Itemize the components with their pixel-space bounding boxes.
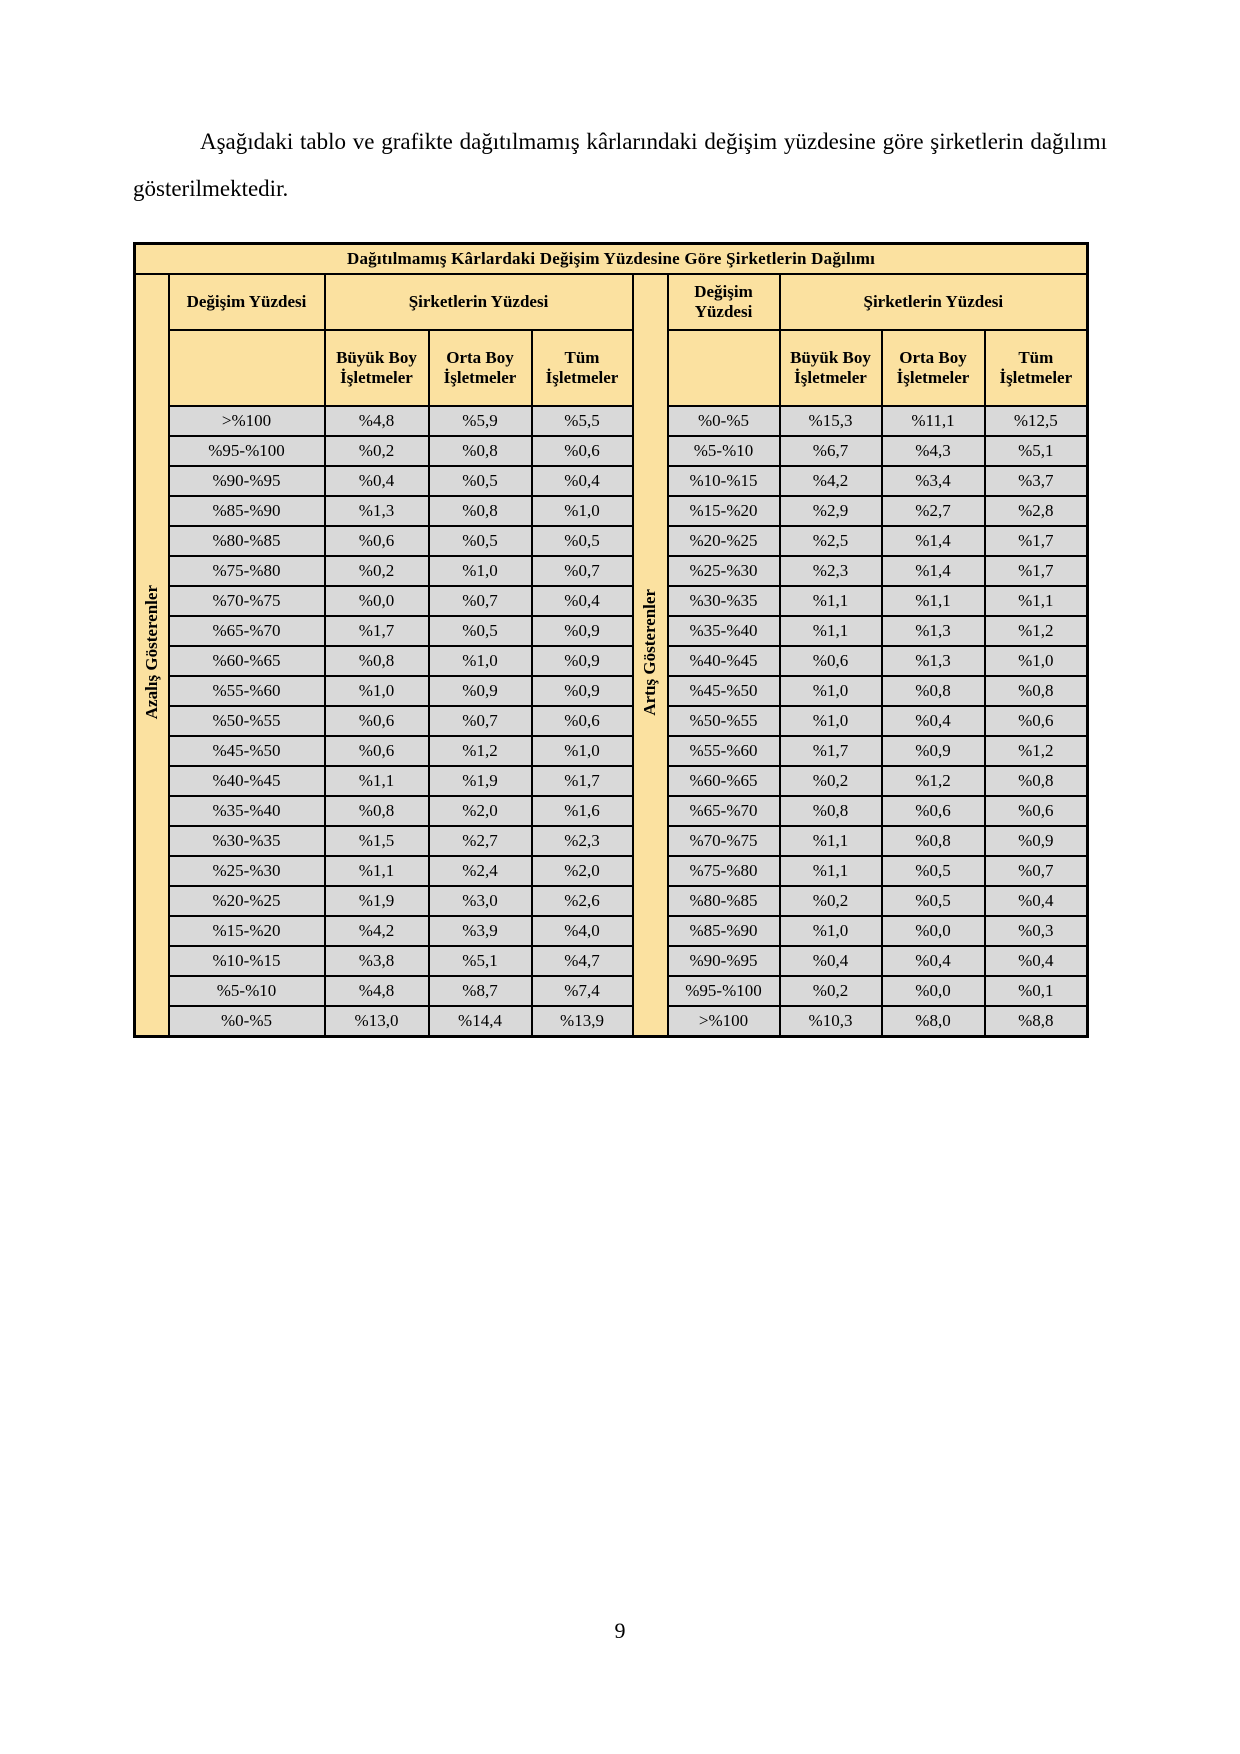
value-cell-all-left: %4,0	[532, 916, 633, 946]
value-cell-medium-right: %0,8	[882, 826, 985, 856]
table-data-row	[135, 616, 1088, 646]
value-cell-medium-left: %0,9	[429, 676, 532, 706]
value-cell-all-left: %0,9	[532, 616, 633, 646]
change-range-cell-right: %60-%65	[668, 766, 780, 796]
left-axis-label-cell	[135, 274, 169, 1036]
value-cell-all-left: %1,7	[532, 766, 633, 796]
value-cell-large-left: %0,8	[325, 646, 429, 676]
value-cell-all-left: %0,6	[532, 706, 633, 736]
table-data-row	[135, 526, 1088, 556]
value-cell-large-left: %1,5	[325, 826, 429, 856]
table-title: Dağıtılmamış Kârlardaki Değişim Yüzdesine Göre Şirketlerin Dağılımı	[135, 244, 1088, 275]
table-data-row	[135, 886, 1088, 916]
table-data-row	[135, 766, 1088, 796]
value-cell-all-left: %0,9	[532, 676, 633, 706]
change-range-cell-right: %5-%10	[668, 436, 780, 466]
value-cell-medium-right: %1,4	[882, 556, 985, 586]
change-range-cell-left: %55-%60	[169, 676, 325, 706]
value-cell-all-left: %7,4	[532, 976, 633, 1006]
value-cell-all-right: %0,8	[985, 766, 1088, 796]
value-cell-all-left: %1,0	[532, 736, 633, 766]
change-range-cell-right: %25-%30	[668, 556, 780, 586]
change-range-cell-right: %55-%60	[668, 736, 780, 766]
change-range-cell-left: %60-%65	[169, 646, 325, 676]
value-cell-all-right: %1,2	[985, 736, 1088, 766]
change-range-cell-left: %45-%50	[169, 736, 325, 766]
value-cell-medium-right: %3,4	[882, 466, 985, 496]
value-cell-all-right: %1,0	[985, 646, 1088, 676]
table-data-row	[135, 856, 1088, 886]
value-cell-large-right: %2,3	[780, 556, 882, 586]
value-cell-large-left: %0,4	[325, 466, 429, 496]
value-cell-medium-right: %0,4	[882, 706, 985, 736]
value-cell-large-left: %3,8	[325, 946, 429, 976]
col-header-change-pct-right: Değişim Yüzdesi	[668, 274, 780, 330]
col-header-all-right: Tüm İşletmeler	[985, 330, 1088, 406]
table-data-row	[135, 1006, 1088, 1036]
value-cell-large-right: %4,2	[780, 466, 882, 496]
value-cell-large-left: %1,7	[325, 616, 429, 646]
value-cell-large-right: %2,5	[780, 526, 882, 556]
value-cell-all-right: %2,8	[985, 496, 1088, 526]
value-cell-large-left: %1,0	[325, 676, 429, 706]
table-header-row-sizes	[135, 330, 1088, 406]
table-data-row	[135, 826, 1088, 856]
value-cell-all-left: %0,7	[532, 556, 633, 586]
value-cell-all-right: %3,7	[985, 466, 1088, 496]
value-cell-medium-right: %0,5	[882, 886, 985, 916]
change-range-cell-left: %20-%25	[169, 886, 325, 916]
change-range-cell-right: %40-%45	[668, 646, 780, 676]
value-cell-large-right: %1,1	[780, 586, 882, 616]
value-cell-large-left: %13,0	[325, 1006, 429, 1036]
value-cell-all-right: %0,6	[985, 796, 1088, 826]
value-cell-medium-right: %0,0	[882, 976, 985, 1006]
value-cell-medium-left: %5,9	[429, 406, 532, 436]
table-data-row	[135, 736, 1088, 766]
value-cell-all-left: %0,9	[532, 646, 633, 676]
value-cell-large-right: %1,7	[780, 736, 882, 766]
value-cell-medium-left: %8,7	[429, 976, 532, 1006]
value-cell-all-right: %1,7	[985, 556, 1088, 586]
value-cell-large-right: %0,4	[780, 946, 882, 976]
value-cell-all-left: %2,6	[532, 886, 633, 916]
value-cell-all-right: %0,4	[985, 946, 1088, 976]
value-cell-all-right: %0,7	[985, 856, 1088, 886]
value-cell-large-left: %0,6	[325, 736, 429, 766]
value-cell-large-left: %0,8	[325, 796, 429, 826]
col-header-all-left: Tüm İşletmeler	[532, 330, 633, 406]
value-cell-all-left: %0,5	[532, 526, 633, 556]
value-cell-large-right: %0,8	[780, 796, 882, 826]
value-cell-large-left: %4,8	[325, 976, 429, 1006]
change-range-cell-left: %30-%35	[169, 826, 325, 856]
change-range-cell-right: %80-%85	[668, 886, 780, 916]
value-cell-large-right: %10,3	[780, 1006, 882, 1036]
table-data-row	[135, 496, 1088, 526]
change-range-cell-right: %15-%20	[668, 496, 780, 526]
value-cell-all-left: %0,6	[532, 436, 633, 466]
value-cell-large-left: %0,0	[325, 586, 429, 616]
value-cell-all-right: %1,1	[985, 586, 1088, 616]
value-cell-large-left: %1,3	[325, 496, 429, 526]
table-data-row	[135, 946, 1088, 976]
change-range-cell-left: %40-%45	[169, 766, 325, 796]
table-data-row	[135, 676, 1088, 706]
value-cell-medium-right: %8,0	[882, 1006, 985, 1036]
value-cell-large-right: %1,1	[780, 826, 882, 856]
change-range-cell-left: %95-%100	[169, 436, 325, 466]
value-cell-large-right: %0,2	[780, 886, 882, 916]
distribution-table	[133, 242, 1089, 1038]
value-cell-medium-left: %0,8	[429, 496, 532, 526]
value-cell-large-right: %6,7	[780, 436, 882, 466]
col-header-change-pct-left: Değişim Yüzdesi	[169, 274, 325, 330]
value-cell-medium-right: %4,3	[882, 436, 985, 466]
value-cell-large-left: %1,1	[325, 856, 429, 886]
table-data-row	[135, 466, 1088, 496]
change-range-cell-left: >%100	[169, 406, 325, 436]
value-cell-medium-left: %0,5	[429, 526, 532, 556]
value-cell-all-right: %0,4	[985, 886, 1088, 916]
col-header-company-pct-left: Şirketlerin Yüzdesi	[325, 274, 633, 330]
change-range-cell-left: %75-%80	[169, 556, 325, 586]
table-data-row	[135, 436, 1088, 466]
value-cell-large-left: %0,6	[325, 706, 429, 736]
change-range-cell-left: %90-%95	[169, 466, 325, 496]
change-range-cell-right: %95-%100	[668, 976, 780, 1006]
value-cell-all-left: %2,3	[532, 826, 633, 856]
increase-group-label: Artış Gösterenler	[640, 588, 659, 716]
value-cell-medium-left: %0,5	[429, 466, 532, 496]
value-cell-all-left: %13,9	[532, 1006, 633, 1036]
value-cell-all-right: %12,5	[985, 406, 1088, 436]
value-cell-medium-right: %11,1	[882, 406, 985, 436]
change-range-cell-right: %45-%50	[668, 676, 780, 706]
change-range-cell-left: %25-%30	[169, 856, 325, 886]
table-data-row	[135, 976, 1088, 1006]
value-cell-large-right: %0,2	[780, 766, 882, 796]
change-range-cell-right: %50-%55	[668, 706, 780, 736]
value-cell-large-left: %0,2	[325, 556, 429, 586]
value-cell-large-right: %1,1	[780, 856, 882, 886]
change-range-cell-left: %50-%55	[169, 706, 325, 736]
value-cell-medium-right: %0,4	[882, 946, 985, 976]
change-range-cell-right: %65-%70	[668, 796, 780, 826]
value-cell-medium-right: %0,0	[882, 916, 985, 946]
value-cell-all-left: %5,5	[532, 406, 633, 436]
value-cell-medium-left: %1,0	[429, 646, 532, 676]
value-cell-all-right: %1,7	[985, 526, 1088, 556]
value-cell-large-right: %1,1	[780, 616, 882, 646]
value-cell-medium-left: %2,4	[429, 856, 532, 886]
value-cell-medium-right: %1,2	[882, 766, 985, 796]
value-cell-all-right: %0,1	[985, 976, 1088, 1006]
change-range-cell-left: %85-%90	[169, 496, 325, 526]
value-cell-medium-left: %3,0	[429, 886, 532, 916]
value-cell-medium-left: %0,7	[429, 706, 532, 736]
value-cell-medium-left: %5,1	[429, 946, 532, 976]
value-cell-all-right: %8,8	[985, 1006, 1088, 1036]
table-data-row	[135, 916, 1088, 946]
col-header-medium-left: Orta Boy İşletmeler	[429, 330, 532, 406]
decrease-group-label: Azalış Gösterenler	[141, 585, 161, 720]
value-cell-medium-right: %2,7	[882, 496, 985, 526]
value-cell-large-right: %1,0	[780, 706, 882, 736]
value-cell-large-right: %0,2	[780, 976, 882, 1006]
value-cell-medium-right: %1,4	[882, 526, 985, 556]
change-range-cell-right: %35-%40	[668, 616, 780, 646]
change-range-cell-right: %75-%80	[668, 856, 780, 886]
change-range-cell-right: >%100	[668, 1006, 780, 1036]
change-range-cell-left: %35-%40	[169, 796, 325, 826]
change-range-cell-right: %20-%25	[668, 526, 780, 556]
value-cell-medium-left: %14,4	[429, 1006, 532, 1036]
value-cell-large-left: %1,9	[325, 886, 429, 916]
value-cell-all-left: %0,4	[532, 466, 633, 496]
value-cell-all-right: %0,8	[985, 676, 1088, 706]
value-cell-large-left: %0,2	[325, 436, 429, 466]
value-cell-medium-left: %2,0	[429, 796, 532, 826]
value-cell-all-left: %0,4	[532, 586, 633, 616]
value-cell-all-right: %0,3	[985, 916, 1088, 946]
table-data-row	[135, 556, 1088, 586]
table-data-row	[135, 796, 1088, 826]
table-data-row	[135, 406, 1088, 436]
change-range-cell-left: %15-%20	[169, 916, 325, 946]
value-cell-large-left: %1,1	[325, 766, 429, 796]
change-range-cell-left: %80-%85	[169, 526, 325, 556]
change-range-cell-right: %10-%15	[668, 466, 780, 496]
value-cell-medium-left: %0,5	[429, 616, 532, 646]
value-cell-medium-right: %1,3	[882, 616, 985, 646]
value-cell-medium-left: %1,9	[429, 766, 532, 796]
value-cell-all-right: %5,1	[985, 436, 1088, 466]
value-cell-all-left: %1,0	[532, 496, 633, 526]
col-header-medium-right: Orta Boy İşletmeler	[882, 330, 985, 406]
value-cell-large-right: %1,0	[780, 916, 882, 946]
change-range-cell-right: %90-%95	[668, 946, 780, 976]
change-range-cell-right: %30-%35	[668, 586, 780, 616]
col-header-large-left: Büyük Boy İşletmeler	[325, 330, 429, 406]
value-cell-medium-right: %1,1	[882, 586, 985, 616]
change-range-cell-right: %70-%75	[668, 826, 780, 856]
value-cell-medium-left: %1,2	[429, 736, 532, 766]
value-cell-large-right: %0,6	[780, 646, 882, 676]
value-cell-medium-right: %1,3	[882, 646, 985, 676]
value-cell-all-left: %4,7	[532, 946, 633, 976]
change-range-cell-left: %0-%5	[169, 1006, 325, 1036]
table-data-row	[135, 706, 1088, 736]
value-cell-large-right: %2,9	[780, 496, 882, 526]
value-cell-medium-right: %0,5	[882, 856, 985, 886]
value-cell-large-left: %0,6	[325, 526, 429, 556]
table-title-row	[135, 244, 1088, 275]
value-cell-medium-left: %0,7	[429, 586, 532, 616]
value-cell-all-left: %2,0	[532, 856, 633, 886]
page-number: 9	[614, 1618, 626, 1643]
value-cell-large-left: %4,8	[325, 406, 429, 436]
col-header-company-pct-right: Şirketlerin Yüzdesi	[780, 274, 1088, 330]
value-cell-medium-right: %0,9	[882, 736, 985, 766]
change-range-cell-left: %5-%10	[169, 976, 325, 1006]
value-cell-medium-right: %0,8	[882, 676, 985, 706]
value-cell-all-right: %0,9	[985, 826, 1088, 856]
table-data-row	[135, 646, 1088, 676]
value-cell-medium-left: %3,9	[429, 916, 532, 946]
col-header-large-right: Büyük Boy İşletmeler	[780, 330, 882, 406]
change-range-cell-left: %70-%75	[169, 586, 325, 616]
table-data-row	[135, 586, 1088, 616]
value-cell-all-right: %0,6	[985, 706, 1088, 736]
value-cell-medium-left: %1,0	[429, 556, 532, 586]
value-cell-medium-left: %0,8	[429, 436, 532, 466]
change-range-cell-right: %85-%90	[668, 916, 780, 946]
change-range-cell-right: %0-%5	[668, 406, 780, 436]
value-cell-all-right: %1,2	[985, 616, 1088, 646]
value-cell-large-left: %4,2	[325, 916, 429, 946]
right-axis-label-cell	[633, 274, 668, 1036]
change-range-cell-left: %65-%70	[169, 616, 325, 646]
value-cell-large-right: %1,0	[780, 676, 882, 706]
value-cell-all-left: %1,6	[532, 796, 633, 826]
value-cell-medium-left: %2,7	[429, 826, 532, 856]
change-range-cell-left: %10-%15	[169, 946, 325, 976]
value-cell-medium-right: %0,6	[882, 796, 985, 826]
intro-paragraph: Aşağıdaki tablo ve grafikte dağıtılmamış kârlarındaki değişim yüzdesine göre şirketlerin dağılımı gösterilmektedir.	[133, 129, 1107, 201]
table-header-row-groups	[135, 274, 1088, 330]
empty-header-cell-right	[668, 330, 780, 406]
empty-header-cell-left	[169, 330, 325, 406]
value-cell-large-right: %15,3	[780, 406, 882, 436]
